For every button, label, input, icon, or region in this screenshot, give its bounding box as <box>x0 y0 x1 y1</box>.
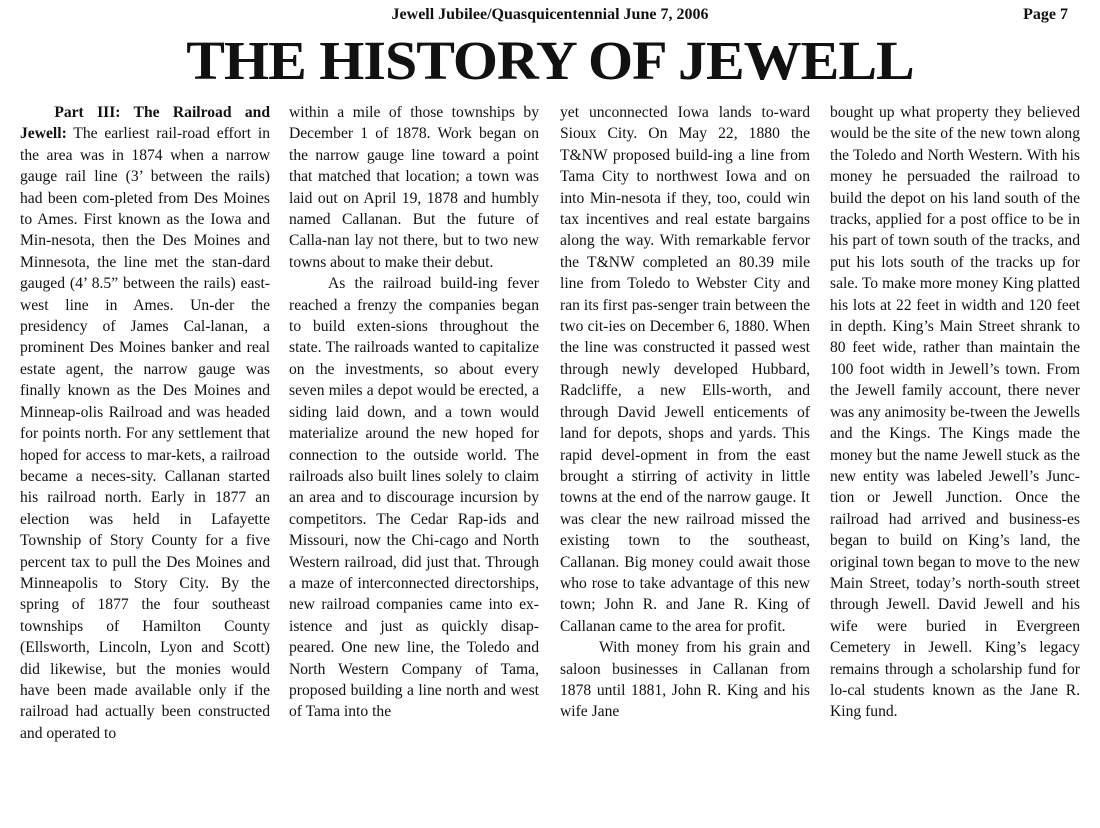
column-2 <box>289 102 539 723</box>
column-1-text: The earliest rail-road effort in the area was in 1874 when a narrow gauge rail line (3’ between the rails) had been com-pleted from Des Moines to Ames. First known as the Iowa and Min-nesota, then the Des Moines and Minnesota, the line met the stan-dard gauged (4’ 8.5” between the rails) east-west line in Ames. Un-der the presidency of James Cal-lanan, a prominent Des Moines banker and real estate agent, the narrow gauge was finally known as the Des Moines and Minneap-olis Railroad and was headed for points north. For any settlement that hoped for access to mar-kets, a railroad became a neces-sity. Callanan started his railroad north. Early in 1877 an election was held in Lafayette Township of Story County for a five percent tax to pull the Des Moines and Minneapolis to Story City. By the spring of 1877 the four southeast townships of Hamilton County (Ellsworth, Lincoln, Lyon and Scott) did likewise, but the monies would have been made available only if the railroad had actually been constructed and operated to <box>20 125 270 742</box>
article-title: THE HISTORY OF JEWELL <box>186 29 914 92</box>
column-3-paragraph-1: yet unconnected Iowa lands to-ward Sioux City. On May 22, 1880 the T&NW proposed build-ing a line from Tama City to northwest Iowa and on into Min-nesota if they, too, could win tax incentives and real estate bargains along the way. With remarkable fervor the T&NW completed an 80.39 mile line from Toledo to Webster City and ran its first pas-senger train between the two cit-ies on December 6, 1880. When the line was constructed it passed west through newly developed Hubbard, Radcliffe, a new Ells-worth, and through David Jewell enticements of land for depots, shops and yards. This rapid devel-opment in from the east brought a stirring of activity in little towns at the end of the narrow gauge. It was clear the new railroad missed the existing town to the southeast, Callanan. Big money could await those who rose to take advantage of this new town; John R. and Jane R. King of Callanan came to the area for profit. <box>560 104 810 635</box>
column-1 <box>20 102 270 744</box>
column-3-paragraph-2: With money from his grain and saloon businesses in Callanan from 1878 until 1881, John R. King and his wife Jane <box>560 639 810 721</box>
column-3 <box>560 102 810 723</box>
page-number: Page 7 <box>1023 6 1068 23</box>
running-header <box>0 6 1100 28</box>
article-body <box>20 102 1084 822</box>
column-1-paragraph <box>20 102 270 744</box>
column-2-paragraph-1: within a mile of those townships by December 1 of 1878. Work began on the narrow gauge line toward a point that matched that location; a town was laid out on April 19, 1878 and humbly named Callanan. But the future of Calla-nan lay not there, but to two new towns about to make their debut. <box>289 104 539 271</box>
column-2-paragraph-2: As the railroad build-ing fever reached a frenzy the companies began to build exten-sions throughout the state. The railroads wanted to capitalize on the investments, so about every seven miles a depot would be erected, a siding laid down, and a town would materialize around the new hoped for connection to the outside world. The railroads also built lines solely to claim an area and to discourage incursion by competitors. The Cedar Rap-ids and Missouri, now the Chi-cago and North Western railroad, did just that. Through a maze of interconnected directorships, new railroad companies came into ex-istence and just as quickly disap-peared. One new line, the Toledo and North Western Company of Tama, proposed building a line north and west of Tama into the <box>289 275 539 721</box>
column-4-paragraph: bought up what property they believed would be the site of the new town along the Toledo and North Western. With his money he persuaded the railroad to build the depot on his land south of the tracks, applied for a post office to be in his part of town south of the tracks, and put his lots south of the tracks up for sale. To make more money King platted his lots at 22 feet in width and 120 feet in depth. King’s Main Street shrank to 80 feet wide, rather than maintain the 100 foot width in Jewell’s town. From the Jewell family account, there never was any animosity be-tween the Jewells and the Kings. The Kings made the money but the name Jewell stuck as the new entity was labeled Jewell’s Junc-tion or Jewell Junction. Once the railroad had arrived and business-es began to build on King’s land, the original town began to move to the new Main Street, today’s north-south street through Jewell. David Jewell and his wife were buried in Evergreen Cemetery in Jewell. King’s legacy remains through a scholarship fund for lo-cal students known as the Jane R. King fund. <box>830 104 1080 721</box>
column-4 <box>830 102 1080 723</box>
running-title: Jewell Jubilee/Quasquicentennial June 7, 2006 <box>391 6 709 23</box>
section-heading: Part III: The Railroad and Jewell: <box>20 104 270 143</box>
